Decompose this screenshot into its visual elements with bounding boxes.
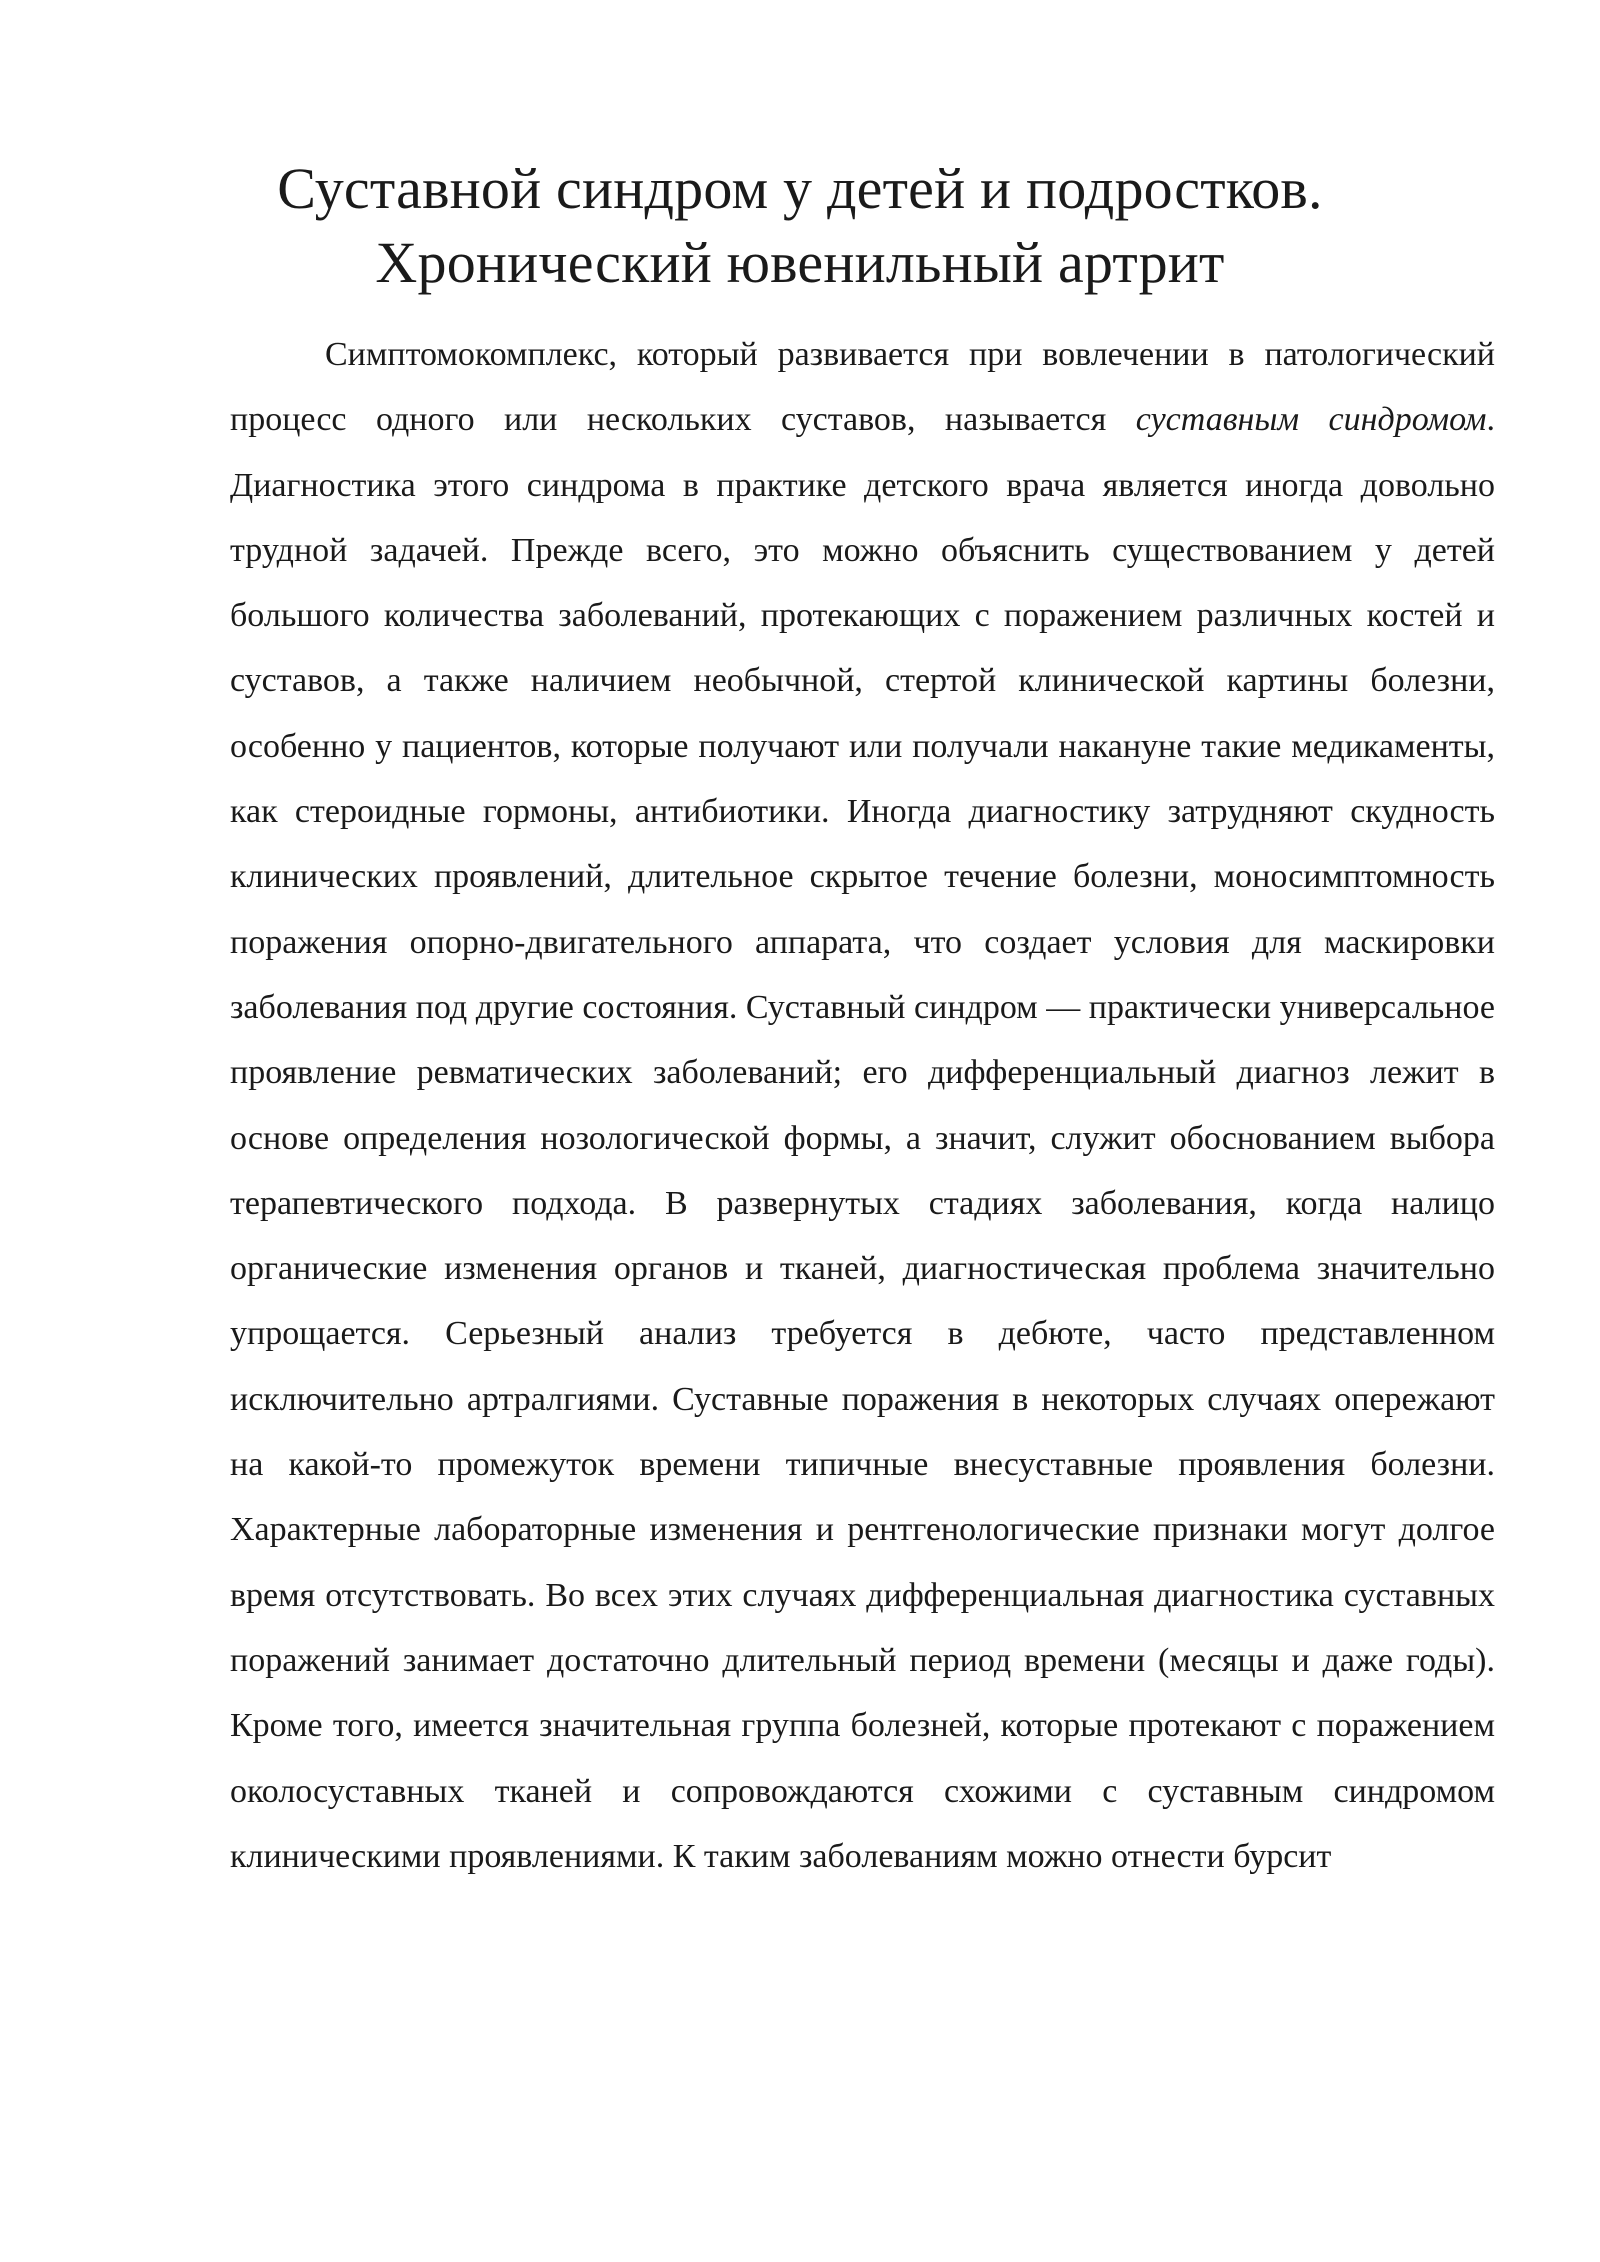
title-line-2: Хронический ювенильный артрит	[375, 230, 1225, 295]
paragraph-rest: . Диагностика этого синдрома в практике детского врача является иногда довольно трудной задачей. Прежде всего, это можно объяснить существованием у детей большого количества заболеваний, протекающих с поражением различных костей и суставов, а также наличием необычной, стертой клинической картины болезни, особенно у пациентов, которые получают или получали накануне такие медикаменты, как стероидные гормоны, антибиотики. Иногда диагностику затрудняют скудность клинических проявлений, длительное скрытое течение болезни, моносимптомность поражения опорно-двигательного аппарата, что создает условия для маскировки заболевания под другие состояния. Суставный синдром — практически универсальное проявление ревматических заболеваний; его дифференциальный диагноз лежит в основе определения нозологической формы, а значит, служит обоснованием выбора терапевтического подхода. В развернутых стадиях заболевания, когда налицо органические изменения органов и тканей, диагностическая проблема значительно упрощается. Серьезный анализ требуется в дебюте, часто представленном исключительно артралгиями. Суставные поражения в некоторых случаях опережают на какой-то промежуток времени типичные внесуставные проявления болезни. Характерные лабораторные изменения и рентгенологические признаки могут долгое время отсутствовать. Во всех этих случаях дифференциальная диагностика суставных поражений занимает достаточно длительный период времени (месяцы и даже годы). Кроме того, имеется значительная группа болезней, которые протекают с поражением околосуставных тканей и сопровождаются схожими с суставным синдромом клиническими проявлениями. К таким заболеваниям можно отнести бурсит	[230, 401, 1496, 1875]
document-title	[230, 152, 1370, 300]
body-paragraph	[230, 322, 1495, 1889]
paragraph-lead: Симптомокомплекс, который развивается при вовлечении в патологический процесс одного или нескольких суставов, называется	[230, 336, 1495, 439]
title-line-1: Суставной синдром у детей и подростков.	[277, 156, 1323, 221]
paragraph-term: суставным синдромом	[1135, 401, 1487, 439]
